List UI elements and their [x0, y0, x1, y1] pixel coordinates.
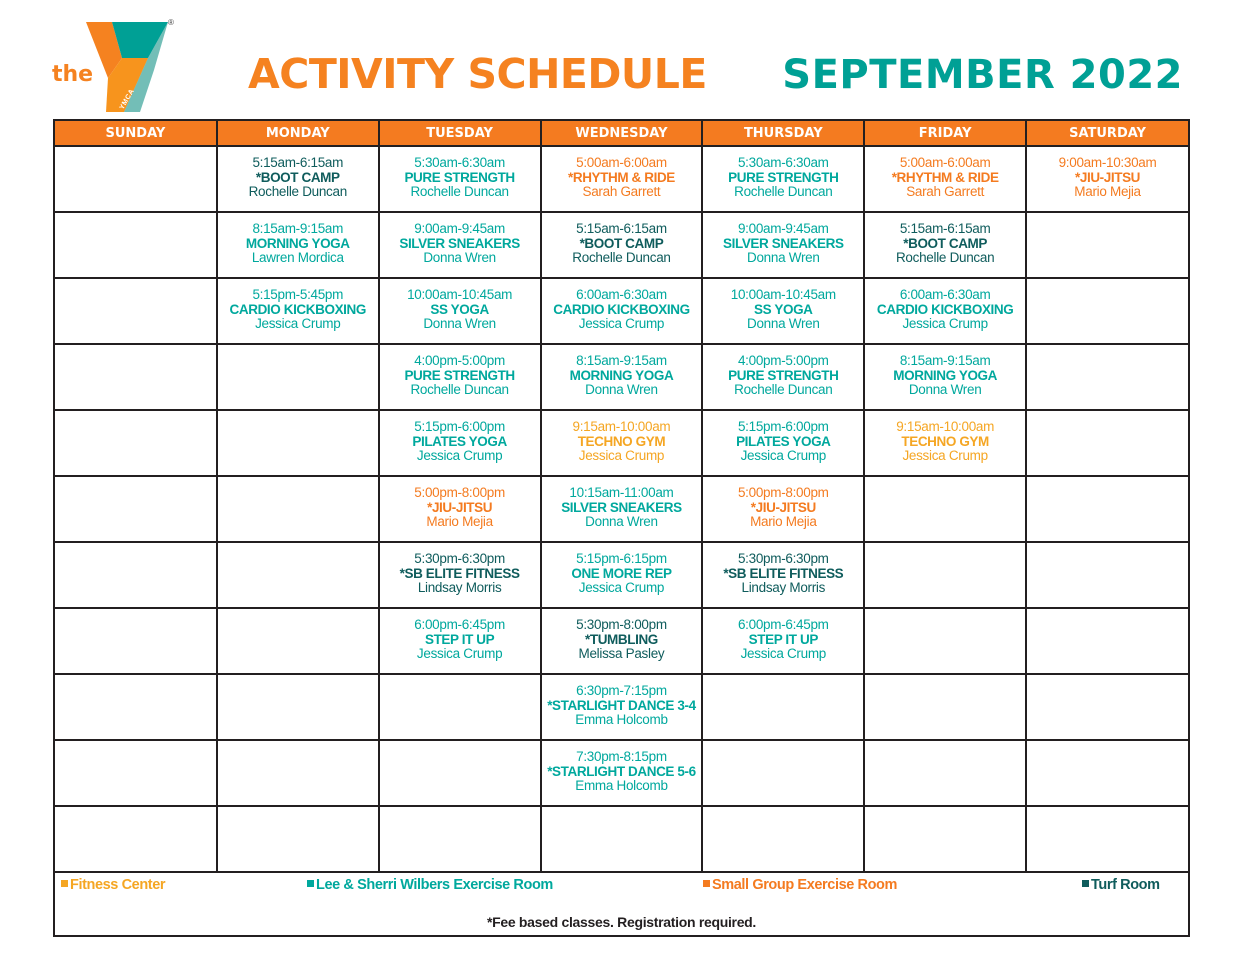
class-entry — [703, 345, 863, 398]
schedule-cell-saturday — [1026, 476, 1188, 542]
schedule-cell-tuesday — [379, 674, 541, 740]
class-time: 5:15am-6:15am — [899, 221, 991, 236]
class-instructor: Lindsay Morris — [417, 580, 502, 595]
schedule-cell-wednesday — [541, 476, 703, 542]
schedule-cell-wednesday — [541, 740, 703, 806]
class-entry — [380, 543, 540, 596]
class-entry — [218, 213, 378, 266]
schedule-cell-monday — [217, 674, 379, 740]
class-entry — [218, 147, 378, 200]
class-instructor: Rochelle Duncan — [248, 184, 347, 199]
schedule-cell-tuesday — [379, 278, 541, 344]
schedule-cell-friday — [864, 476, 1026, 542]
schedule-cell-friday — [864, 542, 1026, 608]
class-instructor: Jessica Crump — [578, 316, 665, 331]
schedule-cell-monday — [217, 212, 379, 278]
class-instructor: Melissa Pasley — [578, 646, 665, 661]
class-instructor: Sarah Garrett — [906, 184, 985, 199]
class-instructor: Emma Holcomb — [575, 778, 668, 793]
schedule-cell-saturday — [1026, 674, 1188, 740]
class-time: 5:30pm-8:00pm — [576, 617, 667, 632]
class-instructor: Donna Wren — [747, 316, 820, 331]
legend-swatch — [61, 880, 68, 887]
class-entry — [542, 345, 702, 398]
schedule-cell-thursday — [702, 212, 864, 278]
schedule-cell-wednesday — [541, 674, 703, 740]
schedule-row — [55, 674, 1188, 740]
class-instructor: Mario Mejia — [1074, 184, 1141, 199]
schedule-cell-monday — [217, 806, 379, 871]
schedule-cell-monday — [217, 344, 379, 410]
schedule-cell-sunday — [55, 146, 217, 212]
class-name: PURE STRENGTH — [728, 169, 839, 185]
class-instructor: Donna Wren — [747, 250, 820, 265]
logo-the-text: the — [52, 62, 94, 87]
class-time: 4:00pm-5:00pm — [737, 353, 829, 368]
schedule-cell-thursday — [702, 146, 864, 212]
day-header-thursday: THURSDAY — [702, 121, 864, 146]
class-time: 5:00pm-8:00pm — [737, 485, 829, 500]
class-time: 8:15am-9:15am — [899, 353, 991, 368]
day-header-saturday: SATURDAY — [1026, 121, 1188, 146]
schedule-cell-wednesday — [541, 278, 703, 344]
schedule-cell-monday — [217, 476, 379, 542]
schedule-cell-friday — [864, 608, 1026, 674]
class-name: SILVER SNEAKERS — [723, 235, 844, 251]
schedule-cell-sunday — [55, 410, 217, 476]
class-name: *BOOT CAMP — [903, 235, 988, 251]
schedule-cell-sunday — [55, 212, 217, 278]
class-name: TECHNO GYM — [901, 433, 989, 449]
class-name: MORNING YOGA — [569, 367, 674, 383]
class-instructor: Emma Holcomb — [575, 712, 668, 727]
class-name: *JIU-JITSU — [750, 499, 816, 515]
schedule-cell-friday — [864, 278, 1026, 344]
class-time: 8:15am-9:15am — [576, 353, 667, 368]
class-name: STEP IT UP — [748, 631, 818, 647]
class-name: *BOOT CAMP — [579, 235, 664, 251]
schedule-cell-tuesday — [379, 410, 541, 476]
class-entry — [218, 279, 378, 332]
schedule-row — [55, 278, 1188, 344]
logo-registered-mark: ® — [168, 18, 174, 27]
class-name: *JIU-JITSU — [427, 499, 493, 515]
class-entry — [1027, 147, 1188, 200]
class-time: 8:15am-9:15am — [252, 221, 344, 236]
class-time: 5:30pm-6:30pm — [737, 551, 829, 566]
schedule-cell-wednesday — [541, 212, 703, 278]
schedule-row — [55, 806, 1188, 871]
class-entry — [703, 213, 863, 266]
fee-note: *Fee based classes. Registration required. — [486, 914, 757, 930]
schedule-cell-thursday — [702, 476, 864, 542]
class-name: *STARLIGHT DANCE 5-6 — [547, 763, 696, 779]
schedule-cell-friday — [864, 806, 1026, 871]
class-name: *SB ELITE FITNESS — [723, 565, 844, 581]
class-instructor: Jessica Crump — [578, 580, 665, 595]
schedule-cell-sunday — [55, 476, 217, 542]
class-name: SILVER SNEAKERS — [561, 499, 682, 515]
class-name: STEP IT UP — [424, 631, 495, 647]
class-instructor: Jessica Crump — [578, 448, 665, 463]
class-name: SILVER SNEAKERS — [399, 235, 520, 251]
class-name: *RHYTHM & RIDE — [891, 169, 999, 185]
class-entry — [380, 477, 540, 530]
class-name: PURE STRENGTH — [404, 367, 515, 383]
schedule-cell-wednesday — [541, 806, 703, 871]
schedule-row — [55, 344, 1188, 410]
legend-fitness-center — [61, 877, 165, 893]
class-entry — [703, 543, 863, 596]
class-time: 9:00am-9:45am — [737, 221, 829, 236]
class-name: SS YOGA — [754, 301, 813, 317]
class-entry — [703, 279, 863, 332]
class-name: MORNING YOGA — [893, 367, 997, 383]
schedule-row — [55, 212, 1188, 278]
schedule-row — [55, 476, 1188, 542]
class-instructor: Donna Wren — [423, 316, 496, 331]
class-instructor: Rochelle Duncan — [410, 382, 509, 397]
class-instructor: Rochelle Duncan — [895, 250, 995, 265]
schedule-cell-saturday — [1026, 740, 1188, 806]
class-time: 10:15am-11:00am — [569, 485, 674, 500]
legend-label: Lee & Sherri Wilbers Exercise Room — [316, 877, 553, 893]
class-entry — [542, 675, 702, 728]
class-instructor: Lindsay Morris — [741, 580, 826, 595]
class-instructor: Donna Wren — [585, 382, 658, 397]
schedule-cell-thursday — [702, 674, 864, 740]
class-time: 5:15pm-6:15pm — [576, 551, 667, 566]
schedule-cell-tuesday — [379, 476, 541, 542]
class-entry — [703, 609, 863, 662]
schedule-cell-tuesday — [379, 608, 541, 674]
class-time: 6:30pm-7:15pm — [576, 683, 667, 698]
class-name: *STARLIGHT DANCE 3-4 — [547, 697, 696, 713]
class-time: 6:00am-6:30am — [576, 287, 667, 302]
schedule-cell-saturday — [1026, 608, 1188, 674]
class-name: PURE STRENGTH — [728, 367, 839, 383]
class-entry — [380, 147, 540, 200]
class-instructor: Sarah Garrett — [582, 184, 661, 199]
class-name: PURE STRENGTH — [404, 169, 515, 185]
legend-swatch — [307, 880, 314, 887]
class-instructor: Jessica Crump — [740, 448, 826, 463]
class-time: 5:15pm-6:00pm — [737, 419, 829, 434]
schedule-cell-saturday — [1026, 278, 1188, 344]
schedule-row — [55, 410, 1188, 476]
schedule-cell-friday — [864, 410, 1026, 476]
schedule-cell-thursday — [702, 278, 864, 344]
legend-swatch — [1082, 880, 1089, 887]
class-instructor: Jessica Crump — [902, 316, 988, 331]
schedule-cell-monday — [217, 146, 379, 212]
class-time: 9:00am-10:30am — [1058, 155, 1157, 170]
class-time: 5:00am-6:00am — [899, 155, 991, 170]
schedule-cell-thursday — [702, 806, 864, 871]
class-time: 9:00am-9:45am — [414, 221, 505, 236]
class-instructor: Jessica Crump — [255, 316, 341, 331]
class-time: 5:15am-6:15am — [252, 155, 344, 170]
day-header-sunday: SUNDAY — [55, 121, 217, 146]
schedule-cell-monday — [217, 278, 379, 344]
ymca-logo — [50, 18, 180, 118]
schedule-cell-tuesday — [379, 146, 541, 212]
class-entry — [542, 411, 702, 464]
day-header-wednesday: WEDNESDAY — [541, 121, 703, 146]
class-entry — [542, 477, 702, 530]
class-time: 5:15am-6:15am — [576, 221, 667, 236]
class-name: PILATES YOGA — [412, 433, 507, 449]
class-time: 5:30am-6:30am — [737, 155, 829, 170]
class-entry — [542, 279, 702, 332]
class-entry — [380, 279, 540, 332]
class-time: 6:00am-6:30am — [899, 287, 991, 302]
schedule-cell-sunday — [55, 608, 217, 674]
schedule-row — [55, 542, 1188, 608]
class-name: *SB ELITE FITNESS — [399, 565, 520, 581]
class-time: 5:15pm-5:45pm — [252, 287, 344, 302]
legend-label: Turf Room — [1091, 877, 1160, 893]
schedule-cell-tuesday — [379, 740, 541, 806]
schedule-cell-monday — [217, 542, 379, 608]
class-instructor: Jessica Crump — [740, 646, 826, 661]
day-header-row — [55, 121, 1188, 146]
class-entry — [380, 609, 540, 662]
schedule-cell-sunday — [55, 344, 217, 410]
schedule-table — [55, 121, 1188, 871]
schedule-cell-friday — [864, 344, 1026, 410]
class-instructor: Rochelle Duncan — [410, 184, 509, 199]
schedule-cell-sunday — [55, 740, 217, 806]
class-instructor: Jessica Crump — [416, 448, 503, 463]
schedule-cell-thursday — [702, 344, 864, 410]
schedule-cell-saturday — [1026, 212, 1188, 278]
schedule-cell-wednesday — [541, 410, 703, 476]
class-time: 6:00pm-6:45pm — [414, 617, 505, 632]
class-time: 7:30pm-8:15pm — [576, 749, 667, 764]
schedule-cell-thursday — [702, 608, 864, 674]
class-time: 5:00am-6:00am — [576, 155, 667, 170]
schedule-cell-sunday — [55, 278, 217, 344]
class-time: 5:00pm-8:00pm — [414, 485, 505, 500]
logo-ymca-text: YMCA — [118, 87, 136, 112]
class-name: CARDIO KICKBOXING — [553, 301, 690, 317]
schedule-cell-wednesday — [541, 542, 703, 608]
class-entry — [865, 345, 1025, 398]
schedule-row — [55, 740, 1188, 806]
schedule-month: SEPTEMBER 2022 — [782, 52, 1183, 98]
day-header-monday: MONDAY — [217, 121, 379, 146]
schedule-row — [55, 608, 1188, 674]
class-time: 5:30pm-6:30pm — [414, 551, 505, 566]
class-entry — [703, 477, 863, 530]
class-name: *RHYTHM & RIDE — [568, 169, 675, 185]
class-time: 9:15am-10:00am — [896, 419, 995, 434]
class-time: 6:00pm-6:45pm — [737, 617, 829, 632]
schedule-cell-saturday — [1026, 146, 1188, 212]
schedule-cell-monday — [217, 608, 379, 674]
page-title: ACTIVITY SCHEDULE — [248, 50, 707, 98]
class-instructor: Donna Wren — [908, 382, 982, 397]
day-header-friday: FRIDAY — [864, 121, 1026, 146]
class-instructor: Donna Wren — [423, 250, 496, 265]
class-entry — [865, 147, 1025, 200]
class-entry — [865, 213, 1025, 266]
class-instructor: Mario Mejia — [750, 514, 817, 529]
class-instructor: Donna Wren — [585, 514, 658, 529]
class-name: PILATES YOGA — [736, 433, 831, 449]
class-entry — [380, 213, 540, 266]
schedule-cell-monday — [217, 410, 379, 476]
class-instructor: Rochelle Duncan — [734, 382, 833, 397]
class-time: 10:00am-10:45am — [407, 287, 513, 302]
schedule-footer — [55, 871, 1188, 935]
class-entry — [865, 411, 1025, 464]
schedule-cell-tuesday — [379, 542, 541, 608]
schedule-cell-tuesday — [379, 806, 541, 871]
class-entry — [542, 543, 702, 596]
schedule-cell-monday — [217, 740, 379, 806]
schedule-cell-saturday — [1026, 410, 1188, 476]
schedule-cell-sunday — [55, 542, 217, 608]
class-entry — [542, 213, 702, 266]
schedule-cell-saturday — [1026, 806, 1188, 871]
class-name: *BOOT CAMP — [255, 169, 340, 185]
class-instructor: Jessica Crump — [416, 646, 503, 661]
legend-exercise-room — [307, 877, 553, 893]
class-entry — [542, 741, 702, 794]
class-time: 5:30am-6:30am — [414, 155, 505, 170]
class-instructor: Rochelle Duncan — [734, 184, 833, 199]
schedule-cell-thursday — [702, 542, 864, 608]
class-name: CARDIO KICKBOXING — [876, 301, 1014, 317]
class-instructor: Lawren Mordica — [251, 250, 344, 265]
class-time: 10:00am-10:45am — [730, 287, 836, 302]
legend-small-group-room — [703, 877, 897, 893]
legend-label: Small Group Exercise Room — [712, 877, 898, 893]
schedule-grid — [53, 119, 1190, 937]
class-time: 9:15am-10:00am — [572, 419, 671, 434]
class-time: 5:15pm-6:00pm — [414, 419, 505, 434]
class-entry — [865, 279, 1025, 332]
schedule-cell-friday — [864, 674, 1026, 740]
schedule-cell-sunday — [55, 806, 217, 871]
class-entry — [542, 147, 702, 200]
class-time: 4:00pm-5:00pm — [414, 353, 505, 368]
legend-turf-room — [1082, 877, 1160, 893]
class-entry — [703, 147, 863, 200]
schedule-cell-friday — [864, 212, 1026, 278]
class-entry — [380, 345, 540, 398]
class-name: *JIU-JITSU — [1075, 169, 1141, 185]
schedule-row — [55, 146, 1188, 212]
class-name: ONE MORE REP — [571, 565, 672, 581]
class-name: CARDIO KICKBOXING — [229, 301, 366, 317]
class-entry — [380, 411, 540, 464]
schedule-cell-wednesday — [541, 146, 703, 212]
schedule-cell-thursday — [702, 740, 864, 806]
class-entry — [703, 411, 863, 464]
schedule-cell-friday — [864, 740, 1026, 806]
class-entry — [542, 609, 702, 662]
schedule-cell-wednesday — [541, 608, 703, 674]
schedule-body — [55, 146, 1188, 871]
legend-label: Fitness Center — [70, 877, 166, 893]
schedule-cell-thursday — [702, 410, 864, 476]
class-instructor: Jessica Crump — [902, 448, 988, 463]
schedule-cell-saturday — [1026, 542, 1188, 608]
schedule-cell-wednesday — [541, 344, 703, 410]
class-instructor: Mario Mejia — [426, 514, 493, 529]
schedule-cell-sunday — [55, 674, 217, 740]
schedule-cell-friday — [864, 146, 1026, 212]
schedule-cell-tuesday — [379, 212, 541, 278]
legend-swatch — [703, 880, 710, 887]
schedule-cell-tuesday — [379, 344, 541, 410]
class-name: MORNING YOGA — [245, 235, 350, 251]
class-name: TECHNO GYM — [577, 433, 666, 449]
class-instructor: Rochelle Duncan — [572, 250, 671, 265]
day-header-tuesday: TUESDAY — [379, 121, 541, 146]
schedule-cell-saturday — [1026, 344, 1188, 410]
class-name: *TUMBLING — [585, 631, 658, 647]
class-name: SS YOGA — [430, 301, 489, 317]
